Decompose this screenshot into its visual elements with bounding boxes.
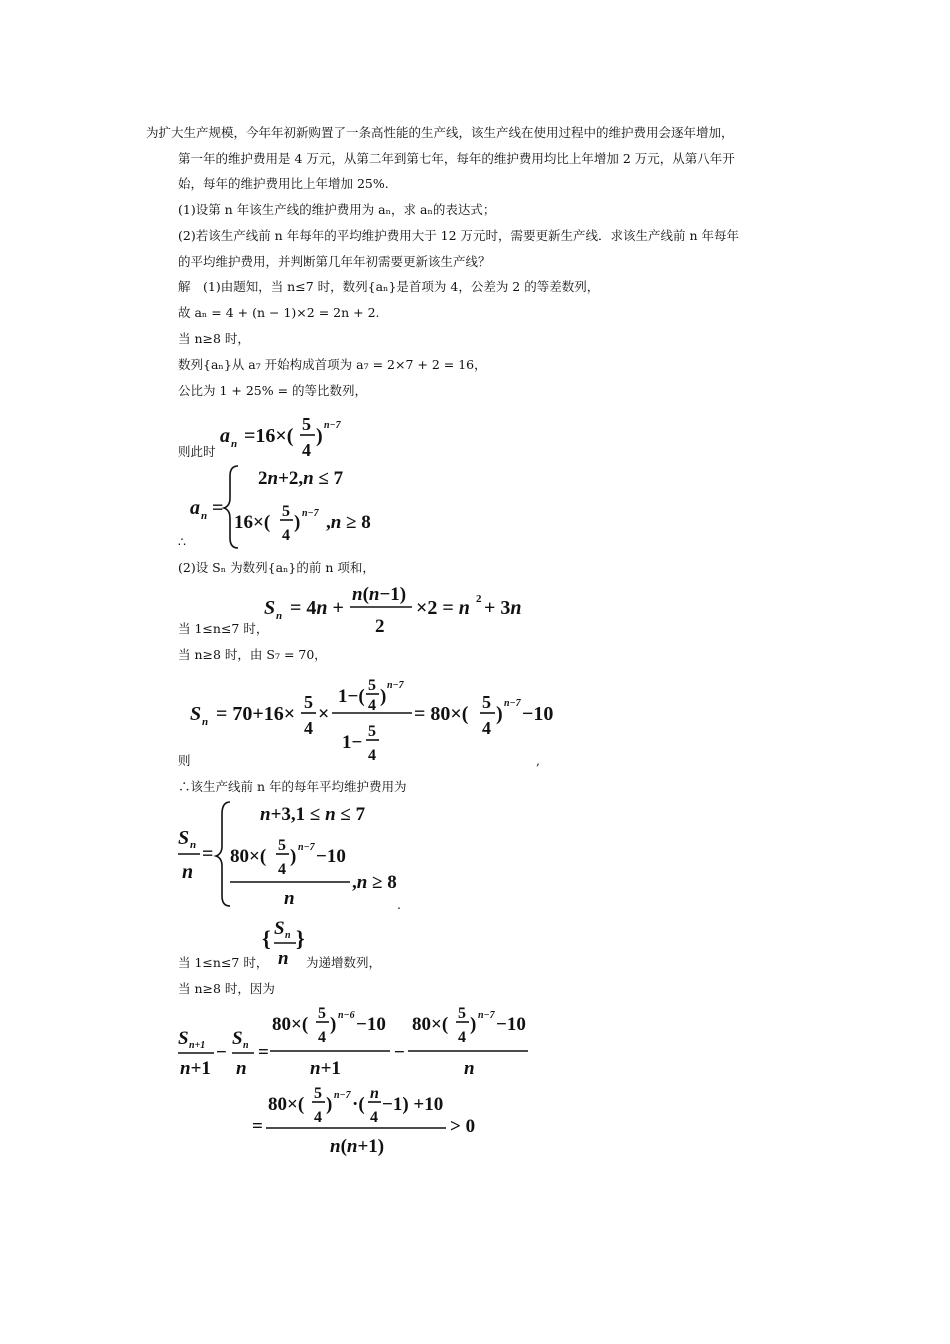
svg-text:): ) <box>380 686 387 707</box>
solution-line-10: 当 n≥8 时，由 S₇ = 70， <box>178 647 327 662</box>
svg-text:): ) <box>294 512 301 533</box>
svg-text:=: = <box>202 843 214 865</box>
svg-text:4: 4 <box>482 718 491 738</box>
svg-text:n+3,1 ≤ n ≤ 7: n+3,1 ≤ n ≤ 7 <box>260 804 366 825</box>
svg-text:·(: ·( <box>352 1094 365 1115</box>
svg-text:−: − <box>394 1042 405 1063</box>
svg-text:−1) +10: −1) +10 <box>382 1094 444 1115</box>
svg-text:S: S <box>264 597 276 619</box>
svg-text:−10: −10 <box>356 1014 386 1035</box>
question-1: (1)设第 n 年该生产线的维护费用为 aₙ，求 aₙ的表达式； <box>178 202 496 217</box>
problem-line-2: 第一年的维护费用是 4 万元，从第二年到第七年，每年的维护费用均比上年增加 2 万元，从第八年开 <box>178 151 735 166</box>
svg-text:n: n <box>464 1058 475 1079</box>
svg-text:2: 2 <box>375 616 385 637</box>
svg-text:4: 4 <box>278 861 286 878</box>
formula-sn-arithmetic <box>262 580 522 638</box>
svg-text:n−7: n−7 <box>334 1090 351 1101</box>
svg-text:−10: −10 <box>522 703 554 725</box>
svg-text:4: 4 <box>314 1109 322 1126</box>
svg-text:S: S <box>274 918 285 939</box>
svg-text:): ) <box>326 1094 333 1115</box>
svg-text:−: − <box>216 1042 227 1063</box>
svg-text:): ) <box>290 846 297 867</box>
formula-sn-over-n-piecewise <box>176 798 406 912</box>
svg-text:+ 3n: + 3n <box>484 597 522 619</box>
svg-text:S: S <box>190 703 202 725</box>
question-2-line-1: (2)若该生产线前 n 年每年的平均维护费用大于 12 万元时，需要更新生产线．求该生产线前 n 年每年 <box>178 228 740 243</box>
svg-text:n(n−1): n(n−1) <box>352 584 407 605</box>
svg-text:5: 5 <box>278 837 286 854</box>
solution-line-8: (2)设 Sₙ 为数列{aₙ}的前 n 项和， <box>178 560 375 575</box>
svg-text:80×(: 80×( <box>412 1014 449 1035</box>
svg-text:n+1: n+1 <box>310 1058 341 1079</box>
svg-text:n−7: n−7 <box>302 508 319 519</box>
svg-text:×: × <box>318 703 330 725</box>
solution-line-14: 当 n≥8 时，因为 <box>178 981 275 996</box>
svg-text:4: 4 <box>368 747 376 764</box>
svg-text:n: n <box>202 716 209 728</box>
svg-text:×2 = n: ×2 = n <box>416 597 470 619</box>
svg-text:n: n <box>370 1085 379 1102</box>
svg-text:n+1: n+1 <box>180 1058 211 1079</box>
solution-line-11: 则 <box>178 753 191 768</box>
svg-text:n(n+1): n(n+1) <box>330 1136 385 1157</box>
svg-text:5: 5 <box>368 677 376 694</box>
formula-difference-1 <box>176 1002 536 1080</box>
solution-line-9: 当 1≤n≤7 时， <box>178 621 269 636</box>
solution-line-1: 解 (1)由题知，当 n≤7 时，数列{aₙ}是首项为 4，公差为 2 的等差数列， <box>178 279 600 294</box>
solution-line-2: 故 aₙ = 4 + (n − 1)×2 = 2n + 2. <box>178 305 380 320</box>
problem-line-3: 始，每年的维护费用比上年增加 25%. <box>178 176 389 191</box>
svg-text:5: 5 <box>458 1005 466 1022</box>
svg-text:{: { <box>262 926 271 951</box>
solution-line-12-dot: . <box>397 897 401 912</box>
svg-text:=: = <box>212 497 224 519</box>
svg-text:n: n <box>243 1040 249 1051</box>
svg-text:=: = <box>258 1042 269 1063</box>
svg-text:S: S <box>178 827 190 849</box>
solution-line-13-tail: 为递增数列， <box>306 955 382 970</box>
svg-text:5: 5 <box>282 503 290 520</box>
svg-text:n−7: n−7 <box>324 420 341 431</box>
svg-text:n: n <box>276 610 283 622</box>
solution-line-3: 当 n≥8 时， <box>178 331 250 346</box>
solution-line-11-comma: , <box>536 753 540 768</box>
svg-text:5: 5 <box>318 1005 326 1022</box>
svg-text:80×(: 80×( <box>272 1014 309 1035</box>
svg-text:1−: 1− <box>342 732 363 753</box>
formula-an-geometric <box>218 408 358 464</box>
svg-text:= 80×(: = 80×( <box>414 703 469 725</box>
solution-line-13: 当 1≤n≤7 时， <box>178 955 269 970</box>
svg-text:4: 4 <box>318 1029 326 1046</box>
svg-text:4: 4 <box>368 697 376 714</box>
svg-text:80×(: 80×( <box>268 1094 305 1115</box>
svg-text:n: n <box>284 888 295 909</box>
svg-text:4: 4 <box>458 1029 466 1046</box>
formula-difference-2 <box>250 1082 490 1158</box>
svg-text:80×(: 80×( <box>230 846 267 867</box>
svg-text:}: } <box>296 926 305 951</box>
svg-text:4: 4 <box>302 440 311 460</box>
svg-text:n: n <box>182 861 194 883</box>
svg-text:n: n <box>285 930 291 941</box>
solution-line-5: 公比为 1 + 25% = 的等比数列， <box>178 383 368 398</box>
svg-text:n: n <box>278 948 289 969</box>
svg-text:4: 4 <box>282 527 290 544</box>
svg-text:a: a <box>190 497 200 519</box>
svg-text:n−7: n−7 <box>387 680 404 691</box>
solution-line-7: ∴ <box>178 534 186 549</box>
svg-text:5: 5 <box>304 692 313 712</box>
svg-text:4: 4 <box>370 1109 378 1126</box>
svg-text:): ) <box>316 425 323 447</box>
svg-text:= 4n +: = 4n + <box>290 597 344 619</box>
solution-line-4: 数列{aₙ}从 a₇ 开始构成首项为 a₇ = 2×7 + 2 = 16， <box>178 357 487 372</box>
svg-text:5: 5 <box>482 692 491 712</box>
svg-text:): ) <box>496 703 503 725</box>
svg-text:2: 2 <box>476 593 482 605</box>
svg-text:S: S <box>232 1028 243 1049</box>
svg-text:2n+2,n ≤ 7: 2n+2,n ≤ 7 <box>258 468 344 489</box>
svg-text:n+1: n+1 <box>189 1040 206 1051</box>
solution-line-12: ∴该生产线前 n 年的每年平均维护费用为 <box>178 779 407 794</box>
formula-sn-over-n-sequence <box>262 912 312 968</box>
question-2-line-2: 的平均维护费用，并判断第几年年初需要更新该生产线？ <box>178 254 491 269</box>
svg-text:n−6: n−6 <box>338 1010 355 1021</box>
svg-text:n: n <box>231 438 238 450</box>
svg-text:5: 5 <box>302 414 311 434</box>
svg-text:,n ≥ 8: ,n ≥ 8 <box>352 872 397 893</box>
svg-text:5: 5 <box>368 723 376 740</box>
svg-text:−10: −10 <box>316 846 346 867</box>
solution-line-6: 则此时 <box>178 444 216 459</box>
svg-text:4: 4 <box>304 718 313 738</box>
formula-sn-geometric <box>188 666 554 770</box>
svg-text:16×(: 16×( <box>234 512 271 533</box>
svg-text:,n ≥ 8: ,n ≥ 8 <box>326 512 371 533</box>
svg-text:a: a <box>220 425 230 447</box>
svg-text:1−(: 1−( <box>338 686 365 707</box>
problem-line-1: 为扩大生产规模，今年年初新购置了一条高性能的生产线，该生产线在使用过程中的维护费用会逐年增加， <box>146 125 734 140</box>
svg-text:n: n <box>190 839 197 851</box>
svg-text:=16×(: =16×( <box>244 425 294 447</box>
svg-text:n−7: n−7 <box>298 842 315 853</box>
svg-text:=: = <box>252 1116 263 1137</box>
svg-text:n−7: n−7 <box>504 698 521 709</box>
svg-text:−10: −10 <box>496 1014 526 1035</box>
formula-an-piecewise <box>188 462 388 550</box>
svg-text:): ) <box>470 1014 477 1035</box>
svg-text:= 70+16×: = 70+16× <box>216 703 296 725</box>
svg-text:): ) <box>330 1014 337 1035</box>
svg-text:> 0: > 0 <box>450 1116 476 1137</box>
svg-text:n: n <box>201 510 208 522</box>
svg-text:n−7: n−7 <box>478 1010 495 1021</box>
svg-text:5: 5 <box>314 1085 322 1102</box>
svg-text:n: n <box>236 1058 247 1079</box>
svg-text:S: S <box>178 1028 189 1049</box>
